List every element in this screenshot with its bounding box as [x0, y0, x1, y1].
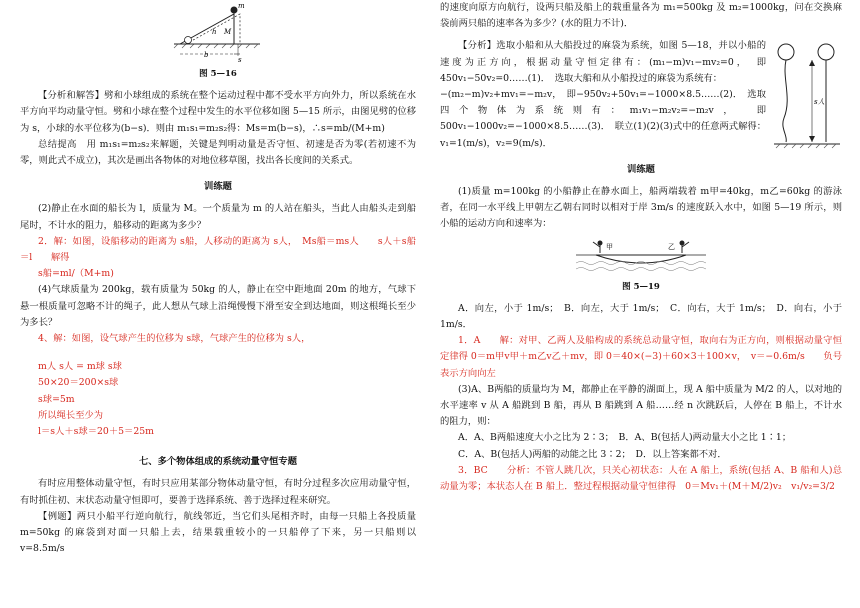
boat-swimmers-figure: [566, 233, 716, 277]
question-3: (3)A、B两船的质量均为 M，都静止在平静的湖面上，现 A 船中质量为 M/2 的人，以对地的水平速率 v 从 A 船跳到 B 船，再从 B 船跳到 A 船……经 n 次跳跃后，人停在 B 船上，不计水的阻力，则：: [440, 383, 842, 428]
label-M: M: [224, 28, 232, 36]
example-continuation: 的速度向原方向航行，设两只船及船上的载重量各为 m₁=500kg 及 m₂=1000kg，问在交换麻袋前两只船的速率各为多少？(水的阻力不计)．: [440, 2, 842, 30]
answer-4-eq3: s球=5m: [38, 393, 75, 405]
example-paragraph: 【例题】两只小船平行逆向航行，航线邻近，当它们头尾相齐时，由每一只船上各投质量 m=50kg 的麻袋到对面一只船上去，结果载重较小的一只船停了下来，另一只船则以 v=8.5m/s: [20, 510, 416, 555]
answer-4-eq4: 所以绳长至少为: [38, 409, 104, 421]
answer-4-eq5: l＝s人＋s球＝20＋5＝25m: [38, 426, 154, 438]
label-h: h: [212, 28, 217, 36]
summary-paragraph: 总结提高 用 m₁s₁=m₂s₂来解题，关键是判明动量是否守恒、初速是否为零(若初速不为零，则此式不成立)，其次是画出各物体的对地位移草图，找出各长度间的关系式。: [20, 138, 416, 167]
answer-2-line2: s船=ml/（M+m): [38, 268, 114, 280]
label-s: s: [238, 56, 242, 64]
balloon-rope-figure: [772, 38, 842, 158]
label-s-person: s人: [814, 98, 825, 107]
right-column: [440, 0, 842, 495]
figure-caption-5-19: 图 5—19: [622, 281, 660, 292]
question-4: (4)气球质量为 200kg，载有质量为 50kg 的人，静止在空中距地面 20m 的地方，气球下悬一根质量可忽略不计的绳子，此人想从气球上沿绳慢慢下滑至安全到达地面，则这根绳长至少为多长？: [20, 284, 416, 328]
answer-4-intro: 4、解：如图，设气球产生的位移为 s球，气球产生的位移为 s人，: [38, 333, 311, 345]
label-yi: 乙: [668, 242, 675, 251]
question-3-options-ab: A．A、B两船速度大小之比为 2∶3； B．A、B(包括人)两动量大小之比 1∶1；: [458, 432, 792, 444]
answer-4-eq1: m人 s人 = m球 s球: [38, 361, 122, 373]
question-2: (2)静止在水面的船长为 l，质量为 M。一个质量为 m 的人站在船头，当此人由船头走到船尾时，不计水的阻力，船移动的距离为多少？: [20, 203, 416, 231]
figure-caption-5-16: 图 5—16: [199, 69, 237, 79]
question-1-options: A．向左，小于 1m/s； B．向左，大于 1m/s； C．向右，大于 1m/s； D．向右，小于 1m/s．: [440, 302, 842, 331]
label-m: m: [238, 2, 245, 10]
answer-3: 3．BC 分析：不管人跳几次，只关心初状态：人在 A 船上，系统(包括 A、B 船和人)总动量为零；本状态人在 B 船上．整过程根据动量守恒律得 0＝Mv₁＋(M＋M/2)v₂ v₁/v₂=3/2: [440, 464, 842, 493]
label-b: b: [204, 51, 209, 59]
analysis-2b: −(m₂−m)v₂+mv₁=−m₂v， 即−950v₂+50v₁=−1000×8.5……(2)． 选取四个物体为系统则有：m₁v₁−m₂v₂=−m₂v， 即 500v₁−1000v₂=−1000×8.5……(3)． 联立(1)(2)(3)式中的任意两式解得：v₁=1(m/s)，v₂=9(m/s)．: [440, 89, 766, 149]
section-heading-training: 训练题: [204, 181, 232, 193]
section-heading-7: 七、多个物体组成的系统动量守恒专题: [138, 456, 298, 468]
answer-4-eq2: 50×20＝200×s球: [38, 377, 119, 389]
question-3-options-cd: C．A、B(包括人)两船的动能之比 3∶2； D．以上答案都不对．: [458, 448, 727, 460]
left-column: [20, 0, 416, 557]
section-7-intro: 有时应用整体动量守恒，有时只应用某部分物体动量守恒，有时分过程多次应用动量守恒，有时抓住初、末状态动量守恒即可，要善于选择系统、善于选择过程来研究。: [20, 478, 416, 506]
question-1: (1)质量 m=100kg 的小船静止在静水面上，船两端载着 m甲=40kg，m乙=60kg 的游泳者，在同一水平线上甲朝左乙朝右同时以相对于岸 3m/s 的速度跃入水中，如图 5—19 所示，则小船的运动方向和速率为：: [440, 186, 842, 230]
section-heading-training-2: 训练题: [627, 163, 655, 175]
label-jia: 甲: [606, 242, 613, 251]
analysis-paragraph: 【分析和解答】劈和小球组成的系统在整个运动过程中都不受水平方向外力，所以系统在水平方向平均动量守恒。劈和小球在整个过程中发生的水平位移如图 5—15 所示，由图见劈的位移为 s，小球的水平位移为(b−s)．则由 m₁s₁=m₂s₂得：Ms=m(b−s)，∴s=mb/(M+m): [20, 90, 416, 134]
wedge-ball-figure: [172, 0, 264, 64]
answer-1: 1．A 解：对甲、乙两人及船构成的系统总动量守恒，取向右为正方向，则根据动量守恒定律得 0＝m甲v甲＋m乙v乙＋mv，即 0＝40×(−3)＋60×3＋100×v， v＝−0.6m/s 负号表示方向向左: [440, 335, 842, 379]
analysis-2: 【分析】选取小船和从大船投过的麻袋为系统，如图 5—18，并以小船的速度为正方向，根据动量守恒定律有：(m₁−m)v₁−mv₂=0， 即 450v₁−50v₂=0……(1)． 选取大船和从小船投过的麻袋为系统有：: [440, 40, 766, 84]
answer-2-line1: 2．解：如图，设船移动的距离为 s船，人移动的距离为 s人， Ms船＝ms人 s人＋s船＝l 解得: [20, 235, 416, 264]
